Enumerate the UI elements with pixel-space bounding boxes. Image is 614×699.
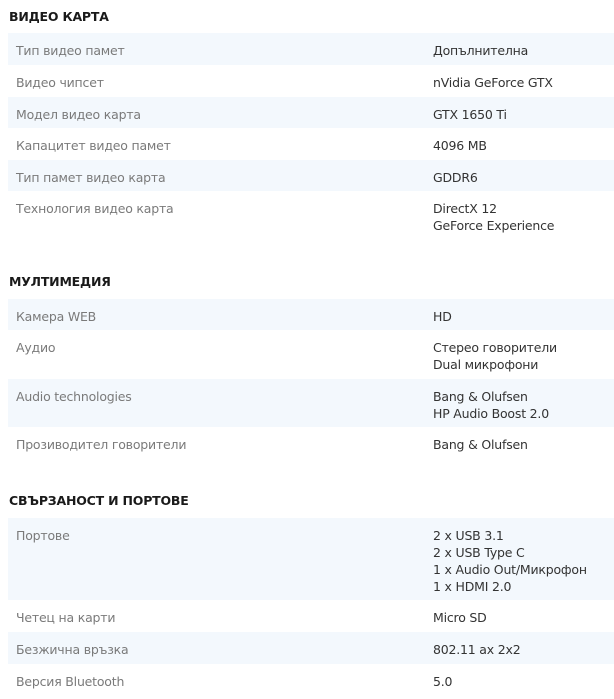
- spec-label: Аудио: [16, 340, 56, 355]
- spec-label: Технология видео карта: [16, 201, 174, 216]
- spec-value: [433, 308, 614, 330]
- spec-value-line: Стерео говорители: [433, 340, 557, 355]
- spec-value: [433, 106, 614, 128]
- spec-value: [433, 641, 614, 664]
- spec-row: [8, 632, 614, 664]
- section-title-video-card: ВИДЕО КАРТА: [9, 9, 109, 24]
- spec-value-line: 5.0: [433, 674, 453, 689]
- spec-row: [8, 600, 614, 632]
- spec-table-video-card: [8, 33, 614, 241]
- spec-value: [433, 42, 614, 65]
- spec-row: [8, 128, 614, 160]
- spec-value-line: 2 x USB 3.1: [433, 528, 504, 543]
- spec-label: Камера WEB: [16, 309, 97, 324]
- spec-row: [8, 299, 614, 330]
- spec-row: [8, 379, 614, 427]
- spec-value-line: 1 x Audio Out/Микрофон: [433, 562, 587, 577]
- spec-value-line: Dual микрофони: [433, 357, 539, 372]
- spec-row: [8, 330, 614, 379]
- spec-value: [433, 339, 614, 379]
- spec-label: Портове: [16, 528, 70, 543]
- section-title-connectivity: СВЪРЗАНОСТ И ПОРТОВЕ: [9, 493, 189, 508]
- spec-value-line: DirectX 12: [433, 201, 497, 216]
- spec-value-line: Допълнителна: [433, 43, 529, 58]
- spec-value: [433, 200, 614, 241]
- spec-label: Капацитет видео памет: [16, 138, 171, 153]
- spec-row: [8, 33, 614, 65]
- spec-value-line: Micro SD: [433, 610, 487, 625]
- spec-value: [433, 388, 614, 427]
- spec-value-line: Bang & Olufsen: [433, 389, 528, 404]
- spec-value-line: 4096 MB: [433, 138, 487, 153]
- spec-value-line: 1 x HDMI 2.0: [433, 579, 512, 594]
- spec-value: [433, 436, 614, 459]
- spec-row: [8, 65, 614, 97]
- spec-row: [8, 518, 614, 600]
- spec-label: Безжична връзка: [16, 642, 129, 657]
- spec-label: Audio technologies: [16, 389, 132, 404]
- spec-label: Тип видео памет: [16, 43, 125, 58]
- spec-label: Модел видео карта: [16, 107, 141, 122]
- spec-value: [433, 673, 614, 696]
- section-title-multimedia: МУЛТИМЕДИЯ: [9, 274, 111, 289]
- spec-row: [8, 427, 614, 459]
- spec-value-line: HD: [433, 309, 452, 324]
- spec-row: [8, 97, 614, 128]
- spec-row: [8, 664, 614, 696]
- spec-value: [433, 137, 614, 160]
- spec-value-line: GTX 1650 Ti: [433, 107, 507, 122]
- spec-value-line: Bang & Olufsen: [433, 437, 528, 452]
- spec-value-line: GDDR6: [433, 170, 478, 185]
- spec-value: [433, 527, 614, 600]
- spec-label: Версия Bluetooth: [16, 674, 125, 689]
- spec-row: [8, 191, 614, 241]
- spec-value-line: HP Audio Boost 2.0: [433, 406, 549, 421]
- spec-label: Прозиводител говорители: [16, 437, 187, 452]
- spec-label: Видео чипсет: [16, 75, 104, 90]
- spec-label: Четец на карти: [16, 610, 116, 625]
- spec-label: Тип памет видео карта: [16, 170, 166, 185]
- spec-row: [8, 160, 614, 191]
- spec-value: [433, 74, 614, 97]
- spec-table-multimedia: [8, 299, 614, 459]
- spec-value: [433, 169, 614, 191]
- spec-value-line: GeForce Experience: [433, 218, 555, 233]
- spec-value: [433, 609, 614, 632]
- spec-table-connectivity: [8, 518, 614, 696]
- spec-value-line: 2 x USB Type C: [433, 545, 525, 560]
- spec-value-line: 802.11 ax 2x2: [433, 642, 521, 657]
- spec-value-line: nVidia GeForce GTX: [433, 75, 553, 90]
